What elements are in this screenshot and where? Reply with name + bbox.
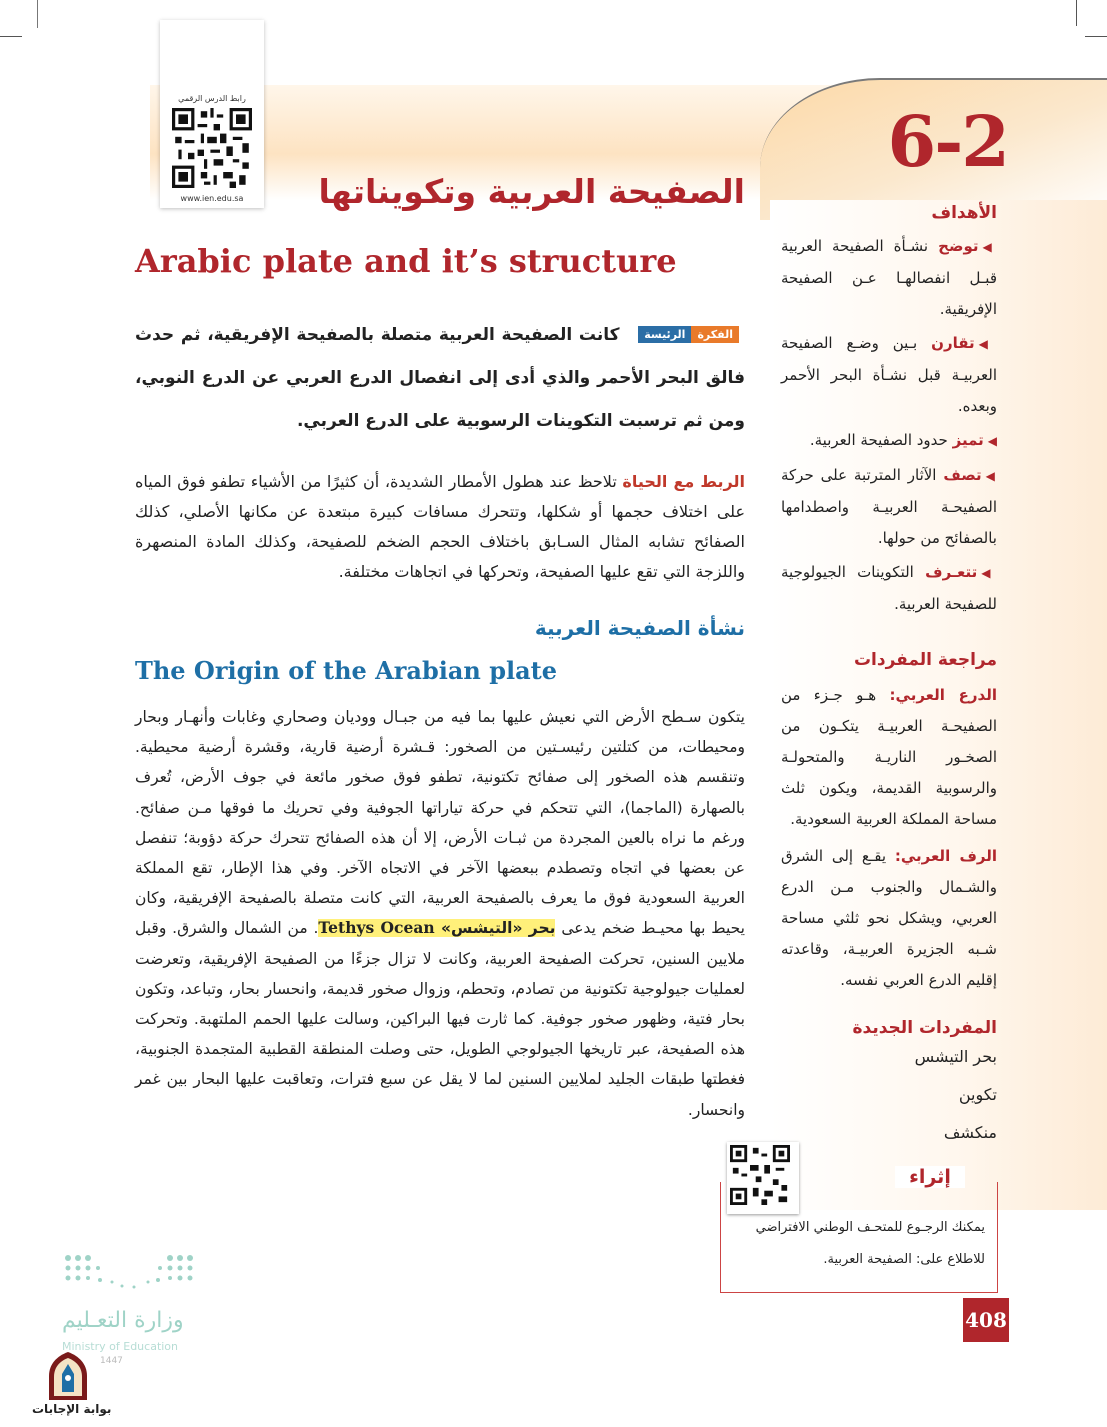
main-idea bbox=[135, 312, 745, 443]
link-to-life-text: تلاحظ عند هطول الأمطار الشديدة، أن كثيرًا من الأشياء تطفو فوق المياه على اختلاف حجمها أو شكلها، وتتحرك مسافات كبيرة مبتعدة عن مكانها الأصلي، كذلك الصفائح تشابه المثال السـابق باختلاف الحجم الضخم للصفيحة، وكذلك المادة المنصهرة واللزجة التي تقع عليها الصفيحة، وتحركها في اتجاهات مختلفة. bbox=[135, 472, 745, 581]
new-vocab-section bbox=[781, 1018, 997, 1152]
origin-heading-en: The Origin of the Arabian plate bbox=[135, 656, 558, 685]
link-to-life-label: الربط مع الحياة bbox=[622, 472, 746, 491]
lesson-title-en: Arabic plate and it’s structure bbox=[135, 242, 677, 280]
objective-item: ◀تصف الآثار المترتبة على حركة الصفيحـة العربيـة واصطدامها بالصفائح من حولها. bbox=[781, 466, 997, 547]
main-idea-text: كانت الصفيحة العربية متصلة بالصفيحة الإفريقية، ثم حدث فالق البحر الأحمر والذي أدى إلى انفصال الدرع العربي عن الدرع النوبي، ومن ثم ترسبت التكوينات الرسوبية على الدرع العربي. bbox=[135, 325, 745, 431]
portal-logo-icon bbox=[45, 1350, 91, 1402]
vocab-review-item: الرف العربي: يقـع إلى الشرق والشـمال والجنوب مـن الدرع العربي، ويشكل نحو ثلثي مساحة شـبه الجزيرة العربيـة، وقاعدته إقليم الدرع العربي نفسه. bbox=[781, 847, 997, 989]
enrichment-text: يمكنك الرجـوع للمتحـف الوطني الافتراضي للاطلاع على: الصفيحة العربية. bbox=[755, 1220, 985, 1267]
bullet-icon: ◀ bbox=[978, 337, 997, 351]
ministry-name-ar: وزارة التعـليم bbox=[62, 1308, 184, 1333]
enrichment-title: إثراء bbox=[895, 1166, 965, 1188]
objective-item: ◀تتعـرف التكوينات الجيولوجية للصفيحة العربية. bbox=[781, 563, 997, 613]
bullet-icon: ◀ bbox=[987, 434, 997, 448]
objective-item: ◀توضح نشـأة الصفيحة العربية قبـل انفصالهـا عـن الصفيحة الإفريقية. bbox=[781, 237, 997, 318]
lesson-title-ar: الصفيحة العربية وتكويناتها bbox=[318, 172, 745, 211]
new-vocab-item: منكشف bbox=[943, 1123, 997, 1142]
objectives-heading: الأهداف bbox=[931, 203, 997, 223]
bullet-icon: ◀ bbox=[985, 469, 997, 483]
enrichment-qr-icon[interactable] bbox=[727, 1142, 799, 1214]
qr-url[interactable]: www.ien.edu.sa bbox=[180, 194, 244, 203]
objectives-section bbox=[781, 203, 997, 623]
qr-code-icon[interactable] bbox=[172, 108, 252, 188]
origin-heading-ar: نشأة الصفيحة العربية bbox=[534, 616, 745, 640]
ministry-name-en: Ministry of Education bbox=[62, 1340, 179, 1353]
ministry-year: 1447 bbox=[100, 1356, 123, 1366]
section-number: 6-2 bbox=[887, 100, 1008, 183]
bullet-icon: ◀ bbox=[981, 566, 997, 580]
link-to-life bbox=[135, 467, 745, 587]
new-vocab-heading: المفردات الجديدة bbox=[852, 1018, 997, 1038]
new-vocab-item: تكوين bbox=[958, 1085, 997, 1104]
objective-item: ◀تقارن بـين وضـع الصفيحة العربيـة قبل نشـأة البحر الأحمر وبعده. bbox=[781, 334, 997, 415]
origin-paragraph: يتكون سـطح الأرض التي نعيش عليها بما فيه من جبـال ووديان وصحاري وغابات وأنهـار وبحار ومحيطات، من كتلتين رئيسـتين من الصخور: قـشرة أرضية قارية، وقشرة أرضية محيطية. وتنقسم هذه الصخور إلى صفائح تكتونية، تطفو فوق صخور مائعة في جوف الأرض، تُعرف بالصهارة (الماجما)، التي تتحكم في حركة تياراتها الجوفية وفي تحريك ما فوقها مـن صفائح. ورغم ما نراه بالعين المجردة من ثبـات الأرض، إلا أن هذه الصفائح تتحرك حركة دؤوبة؛ تنفصل عن بعضها في اتجاه وتصطدم ببعضها الآخر في الاتجاه الآخر. وفي هذا الإطار، تقع المملكة العربية السعودية فوق ما يعرف بالصفيحة العربية، التي كانت متصلة بالصفيحة الإفريقية، وكان يحيط بها محيـط ضخم يدعى بحر «التيشس» Tethys Ocean. من الشمال والشرق. وقبل ملايين السنين، تحركت الصفيحة العربية، وكانت لا تزال جزءًا من الصفيحة الإفريقية، وتعرضت لعمليات جيولوجية تكتونية من تصادم، وتحطم، وزوال صخور قديمة، وانحسار بحار، وتباعد، وتكون بحار فتية، وظهور صخور جوفية. كما ثارت فيها البراكين، وسالت عليها الحمم الملتهبة. وتحركت هذه الصفيحة، عبر تاريخها الجيولوجي الطويل، حتى وصلت المنطقة القطبية المتجمدة الجنوبية، فغطتها طبقات الجليد لملايين السنين لما لا يقل عن سبع فترات، وتعاقبت عليها البحار بين غمر وانحسار. bbox=[135, 708, 745, 1119]
highlight-tethys: بحر «التيشس» Tethys Ocean bbox=[318, 918, 556, 938]
ministry-logo-icon bbox=[60, 1250, 200, 1300]
page-number: 408 bbox=[963, 1298, 1009, 1342]
qr-label: رابط الدرس الرقمي bbox=[178, 94, 246, 103]
crop-mark bbox=[1076, 0, 1077, 26]
portal-name: بوابة الإجابات bbox=[32, 1402, 112, 1416]
vocab-review-heading: مراجعة المفردات bbox=[853, 650, 997, 670]
lesson-qr-card[interactable] bbox=[160, 20, 264, 208]
new-vocab-item: بحر التيشس bbox=[914, 1047, 997, 1066]
crop-mark bbox=[1085, 36, 1107, 37]
crop-mark bbox=[0, 36, 22, 37]
new-vocab-list bbox=[781, 1038, 997, 1152]
objective-item: ◀تميز حدود الصفيحة العربية. bbox=[809, 431, 997, 449]
bullet-icon: ◀ bbox=[982, 240, 997, 254]
main-idea-badge: الفكرةالرئيسة bbox=[632, 312, 745, 357]
vocab-review-item: الدرع العربي: هـو جـزء من الصفيحـة العربيـة يتكـون من الصخـور الناريـة والمتحولـة والرسوبية القديمة، ويكون ثلث مساحة المملكة العربية السعودية. bbox=[781, 686, 997, 828]
objectives-list bbox=[781, 231, 997, 620]
vocab-review-section bbox=[781, 650, 997, 1002]
crop-mark bbox=[37, 0, 38, 28]
